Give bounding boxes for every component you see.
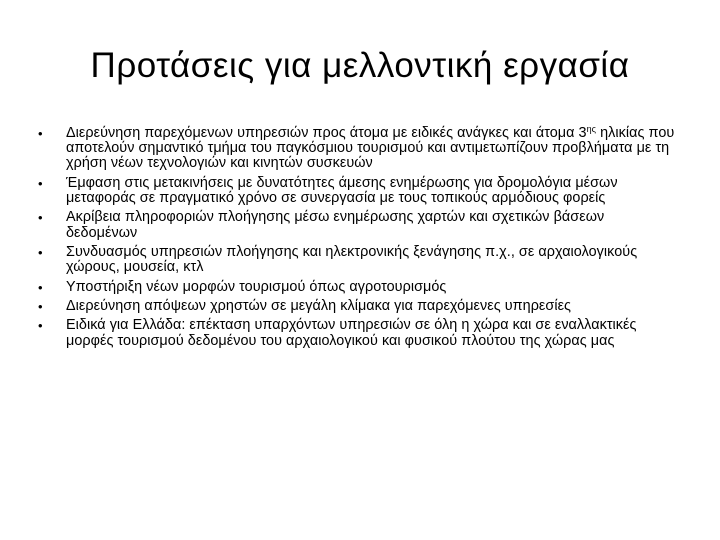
bullet-item — [38, 299, 678, 314]
bullet-text: Έμφαση στις μετακινήσεις με δυνατότητες άμεσης ενημέρωσης για δρομολόγια μέσων μεταφοράς σε πραγματικό χρόνο σε συνεργασία με τους τοπικούς αρμόδιους φορείς — [66, 174, 618, 206]
bullet-list — [38, 126, 678, 353]
bullet-text: Υποστήριξη νέων μορφών τουρισμού όπως αγροτουρισμός — [66, 278, 447, 295]
bullet-item — [38, 318, 678, 348]
bullet-item — [38, 176, 678, 206]
bullet-text: Διερεύνηση απόψεων χρηστών σε μεγάλη κλίμακα για παρεχόμενες υπηρεσίες — [66, 297, 572, 314]
bullet-item — [38, 210, 678, 240]
bullet-text: Διερεύνηση παρεχόμενων υπηρεσιών προς άτομα με ειδικές ανάγκες και άτομα 3 — [66, 125, 587, 141]
superscript-text: ης — [586, 124, 597, 134]
bullet-item — [38, 126, 678, 172]
bullet-text: Ειδικά για Ελλάδα: επέκταση υπαρχόντων υπηρεσιών σε όλη η χώρα και σε εναλλακτικές μορφές τουρισμού δεδομένου του αρχαιολογικού και φυσικού πλούτου της χώρας μας — [66, 317, 637, 349]
bullet-item — [38, 245, 678, 275]
bullet-text: ηλικίας που αποτελούν σημαντικό τμήμα του παγκόσμιου τουρισμού και αντιμετωπίζουν προβλήματα με τη χρήση νέων τεχνολογιών και κινητών συσκευών — [66, 125, 675, 172]
slide-title: Προτάσεις για μελλοντική εργασία — [90, 46, 630, 85]
bullet-text: Ακρίβεια πληροφοριών πλοήγησης μέσω ενημέρωσης χαρτών και σχετικών βάσεων δεδομένων — [66, 209, 605, 241]
bullet-item — [38, 280, 678, 295]
bullet-text: Συνδυασμός υπηρεσιών πλοήγησης και ηλεκτρονικής ξενάγησης π.χ., σε αρχαιολογικούς χώρους, μουσεία, κτλ — [66, 243, 638, 276]
